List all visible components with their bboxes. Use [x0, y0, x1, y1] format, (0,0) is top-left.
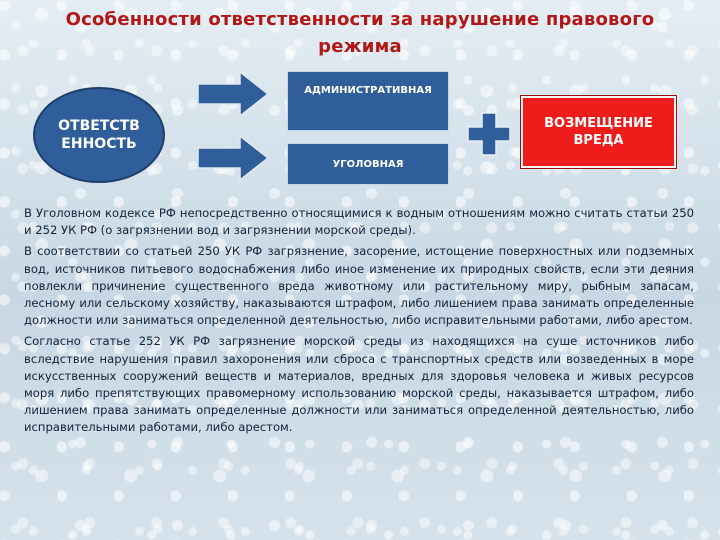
right-arrow-icon [196, 70, 270, 118]
paragraph: В Уголовном кодексе РФ непосредственно относящимися к водным отношениям можно считать статьи 250 и 252 УК РФ (о загрязнении вод и загрязнении морской среды). [24, 206, 694, 238]
administrative-label: АДМИНИСТРАТИВНАЯ [304, 85, 432, 96]
criminal-box [287, 143, 449, 185]
administrative-box [287, 71, 449, 131]
paragraph: В соответствии со статьей 250 УК РФ загрязнение, засорение, истощение поверхностных или подземных вод, источников питьевого водоснабжения либо иное изменение их природных свойств, если эти деяния повлекли причинение существенного вреда животному или растительному миру, рыбным запасам, лесному или сельскому хозяйству, наказываются штрафом, либо лишением права занимать определенные должности или заниматься определенной деятельностью, либо исправительными работами, либо арестом. [24, 244, 694, 328]
compensation-box [521, 96, 676, 168]
page-title: Особенности ответственности за нарушение правового режима [65, 9, 655, 57]
responsibility-label: ОТВЕТСТВ ЕННОСТЬ [58, 118, 140, 152]
compensation-label: ВОЗМЕЩЕНИЕ ВРЕДА [544, 116, 653, 148]
paragraph: Согласно статье 252 УК РФ загрязнение морской среды из находящихся на суше источников либо вследствие нарушения правил захоронения или сброса с транспортных средств или возведенных в море искусственных сооружений веществ и материалов, вредных для здоровья человека и живых ресурсов моря либо препятствующих правомерному использованию морской среды, наказывается штрафом, либо лишением права занимать определенные должности или заниматься определенной деятельностью, либо исправительными работами, либо арестом. [24, 334, 694, 435]
responsibility-oval [33, 87, 165, 183]
plus-icon [466, 111, 512, 157]
right-arrow-icon [196, 134, 270, 182]
body-text [24, 205, 694, 441]
criminal-label: УГОЛОВНАЯ [332, 158, 404, 170]
